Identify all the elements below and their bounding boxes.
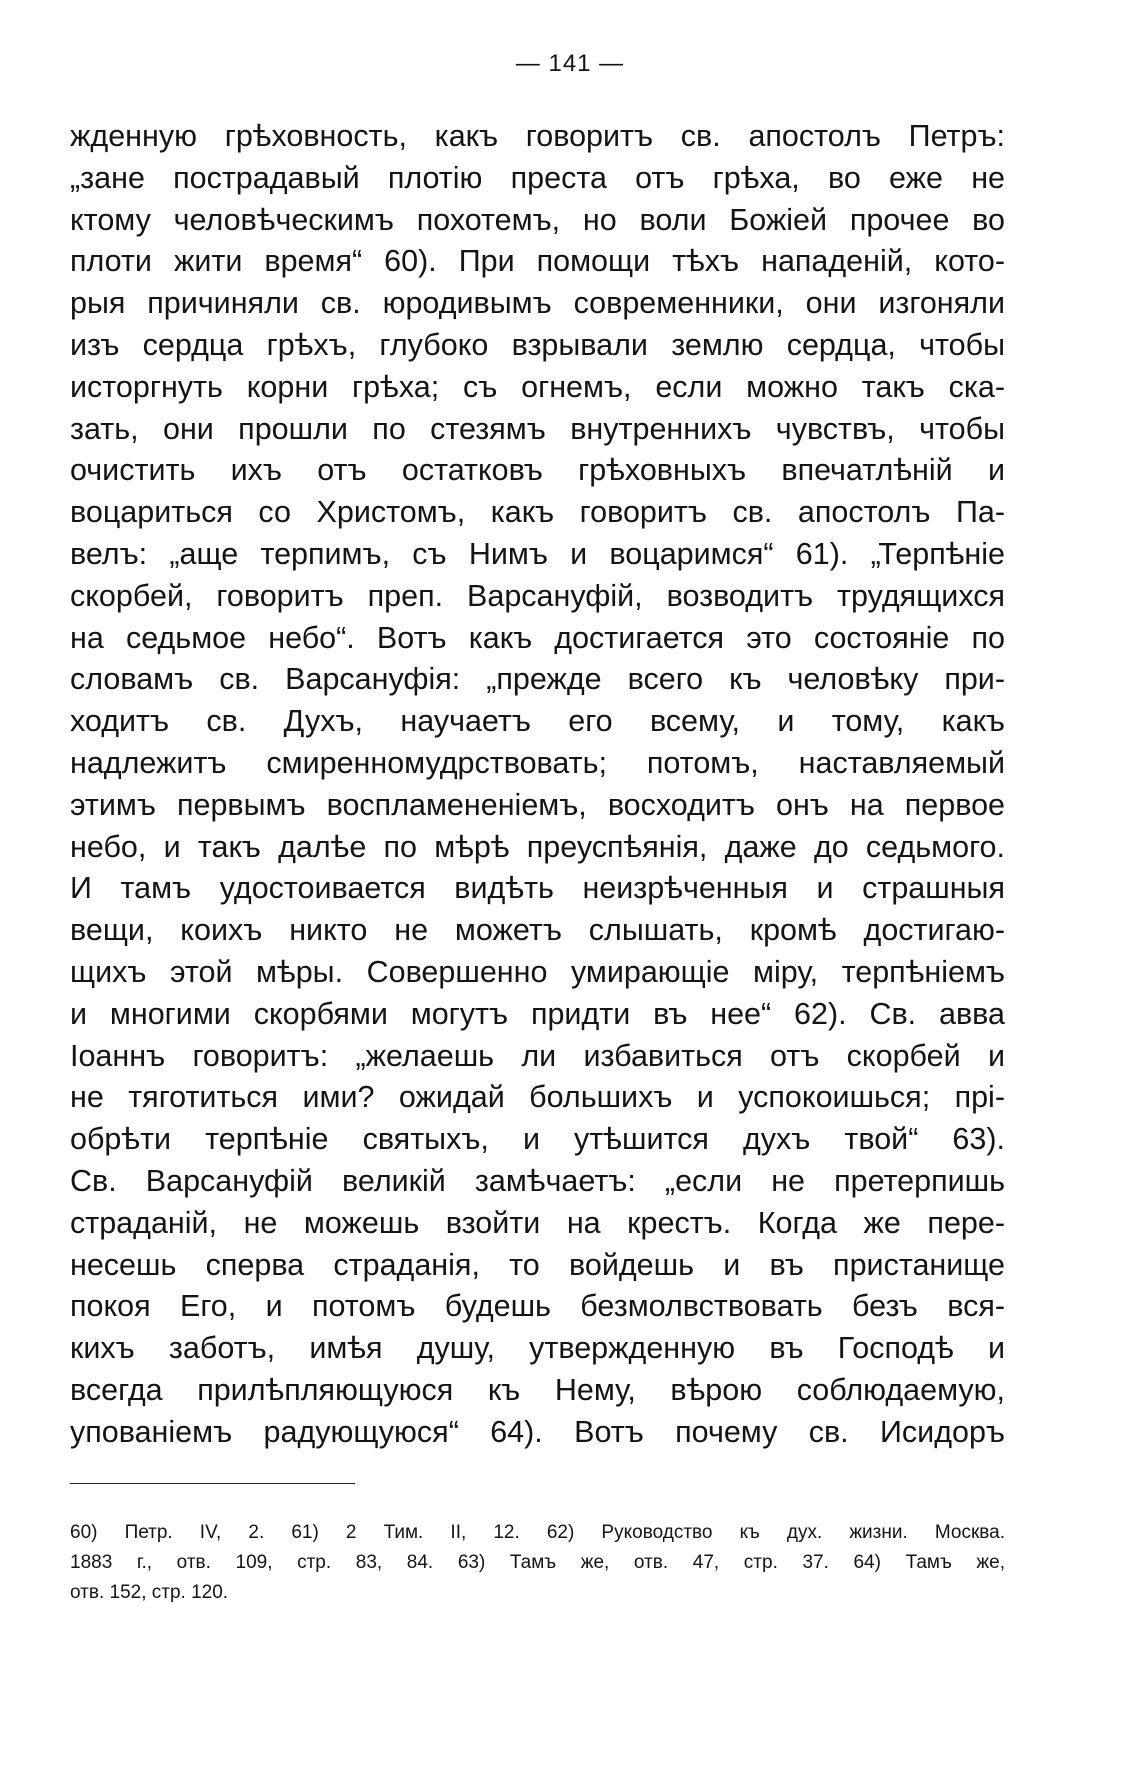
text-line: и многими скорбями могутъ придти въ нее“ 62). Св. авва [70,996,1005,1031]
text-line: покоя Его, и потомъ будешь безмолвствовать безъ вся- [70,1289,1005,1324]
text-line: очистить ихъ отъ остатковъ грѣховныхъ впечатлѣній и [70,453,1005,488]
text-line: изъ сердца грѣхъ, глубоко взрывали землю сердца, чтобы [70,327,1005,362]
text-line: словамъ св. Варсануфія: „прежде всего къ человѣку при- [70,662,1005,697]
footnote-line: 60) Петр. IV, 2. 61) 2 Тим. II, 12. 62) Руководство къ дух. жизни. Москва. [70,1522,1005,1543]
text-line: упованіемъ радующуюся“ 64). Вотъ почему св. Исидоръ [70,1414,1005,1449]
text-line: воцариться со Христомъ, какъ говоритъ св. апостолъ Па- [70,495,1005,530]
text-line: на седьмое небо“. Вотъ какъ достигается это состояніе по [70,620,1005,655]
text-line: велъ: „аще терпимъ, съ Нимъ и воцаримся“ 61). „Терпѣніе [70,536,1005,571]
text-line: ходитъ св. Духъ, научаетъ его всему, и тому, какъ [70,704,1005,739]
text-line: плоти жити время“ 60). При помощи тѣхъ нападеній, кото- [70,244,1005,279]
footnote-line: 1883 г., отв. 109, стр. 83, 84. 63) Тамъ же, отв. 47, стр. 37. 64) Тамъ же, [70,1552,1005,1573]
text-line: не тяготиться ими? ожидай большихъ и успокоишься; прі- [70,1080,1005,1115]
text-line: И тамъ удостоивается видѣть неизрѣченныя и страшныя [70,871,1005,906]
text-line: страданій, не можешь взойти на крестъ. Когда же пере- [70,1205,1005,1240]
text-line: несешь сперва страданія, то войдешь и въ пристанище [70,1247,1005,1282]
main-text [70,116,1005,1454]
footnote-separator [70,1483,355,1484]
text-line: Іоаннъ говоритъ: „желаешь ли избавиться отъ скорбей и [70,1038,1005,1073]
page-number: — 141 — [515,50,625,77]
text-line: „зане пострадавый плотію преста отъ грѣха, во еже не [70,160,1005,195]
text-line: жденную грѣховность, какъ говоритъ св. апостолъ Петръ: [70,119,1005,153]
footnote-line: отв. 152, стр. 120. [70,1582,229,1603]
text-line: надлежитъ смиренномудрствовать; потомъ, наставляемый [70,745,1005,780]
text-line: рыя причиняли св. юродивымъ современники, они изгоняли [70,286,1005,321]
footnotes [70,1518,1005,1608]
text-line: Св. Варсануфій великій замѣчаетъ: „если не претерпишь [70,1163,1005,1198]
text-line: скорбей, говоритъ преп. Варсануфій, возводитъ трудящихся [70,578,1005,613]
text-line: щихъ этой мѣры. Совершенно умирающіе міру, терпѣніемъ [70,954,1005,989]
text-line: ктому человѣческимъ похотемъ, но воли Божіей прочее во [70,202,1005,237]
text-line: обрѣти терпѣніе святыхъ, и утѣшится духъ твой“ 63). [70,1122,1005,1157]
text-line: этимъ первымъ воспламененіемъ, восходитъ онъ на первое [70,787,1005,822]
text-line: небо, и такъ далѣе по мѣрѣ преуспѣянія, даже до седьмого. [70,829,1005,864]
text-line: кихъ заботъ, имѣя душу, утвержденную въ Господѣ и [70,1331,1005,1366]
text-line: вещи, коихъ никто не можетъ слышать, кромѣ достигаю- [70,913,1005,948]
text-line: исторгнуть корни грѣха; съ огнемъ, если можно такъ ска- [70,369,1005,404]
text-line: зать, они прошли по стезямъ внутреннихъ чувствъ, чтобы [70,411,1005,446]
text-line: всегда прилѣпляющуюся къ Нему, вѣрою соблюдаемую, [70,1372,1005,1407]
